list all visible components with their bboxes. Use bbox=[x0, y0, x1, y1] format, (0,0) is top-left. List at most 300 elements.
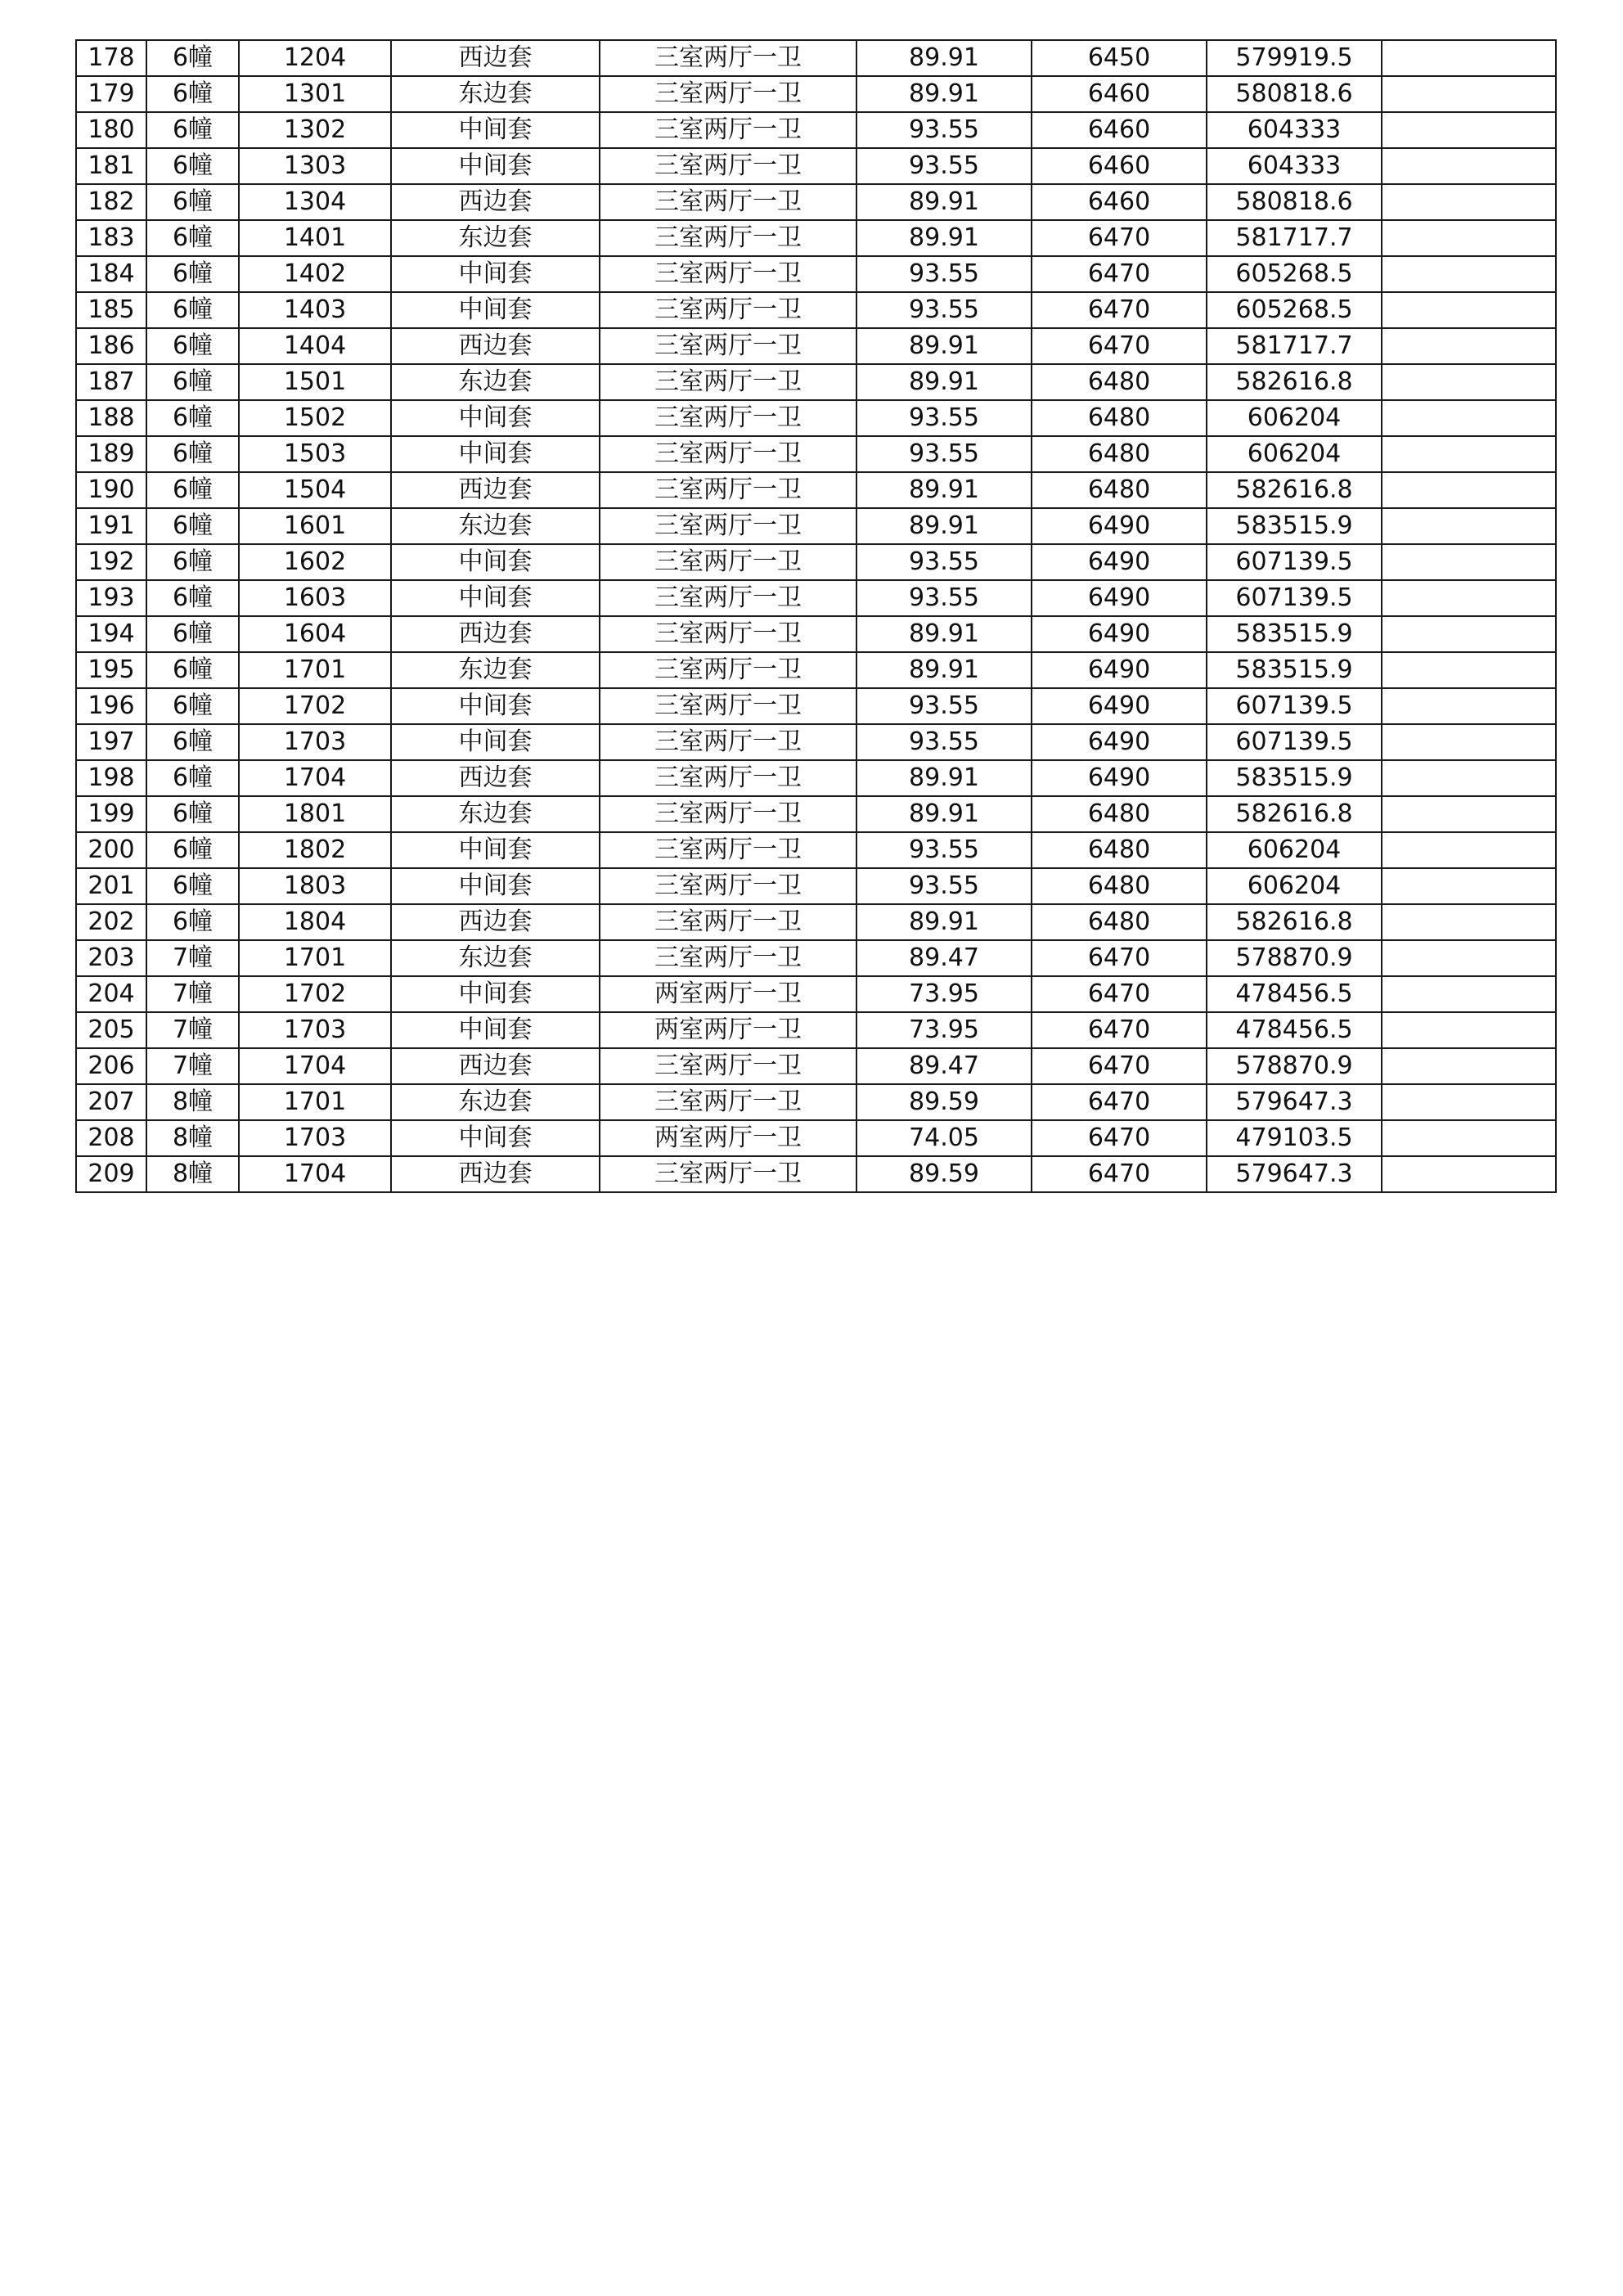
unit-number-cell: 1204 bbox=[239, 40, 391, 76]
row-number-cell: 182 bbox=[76, 184, 146, 220]
total-price-cell: 583515.9 bbox=[1207, 616, 1382, 652]
remark-cell bbox=[1382, 40, 1556, 76]
building-cell: 6幢 bbox=[146, 724, 239, 760]
table-row bbox=[76, 148, 1556, 184]
area-cell: 89.47 bbox=[856, 940, 1032, 976]
unit-number-cell: 1704 bbox=[239, 760, 391, 796]
unit-price-cell: 6480 bbox=[1032, 832, 1207, 868]
remark-cell bbox=[1382, 148, 1556, 184]
unit-price-cell: 6490 bbox=[1032, 544, 1207, 580]
area-cell: 93.55 bbox=[856, 868, 1032, 904]
remark-cell bbox=[1382, 616, 1556, 652]
total-price-cell: 579647.3 bbox=[1207, 1084, 1382, 1120]
unit-price-cell: 6470 bbox=[1032, 1048, 1207, 1084]
total-price-cell: 581717.7 bbox=[1207, 328, 1382, 364]
unit-price-cell: 6480 bbox=[1032, 472, 1207, 508]
unit-number-cell: 1701 bbox=[239, 940, 391, 976]
remark-cell bbox=[1382, 868, 1556, 904]
unit-number-cell: 1704 bbox=[239, 1156, 391, 1192]
row-number-cell: 191 bbox=[76, 508, 146, 544]
table-row bbox=[76, 472, 1556, 508]
total-price-cell: 583515.9 bbox=[1207, 760, 1382, 796]
unit-price-cell: 6460 bbox=[1032, 148, 1207, 184]
area-cell: 93.55 bbox=[856, 148, 1032, 184]
total-price-cell: 579647.3 bbox=[1207, 1156, 1382, 1192]
unit-position-cell: 西边套 bbox=[391, 904, 600, 940]
row-number-cell: 199 bbox=[76, 796, 146, 832]
layout-cell: 三室两厅一卫 bbox=[600, 904, 856, 940]
unit-number-cell: 1701 bbox=[239, 652, 391, 688]
building-cell: 7幢 bbox=[146, 976, 239, 1012]
table-row bbox=[76, 364, 1556, 400]
table-row bbox=[76, 1120, 1556, 1156]
unit-position-cell: 东边套 bbox=[391, 76, 600, 112]
row-number-cell: 187 bbox=[76, 364, 146, 400]
table-row bbox=[76, 580, 1556, 616]
area-cell: 93.55 bbox=[856, 256, 1032, 292]
unit-price-cell: 6480 bbox=[1032, 364, 1207, 400]
remark-cell bbox=[1382, 760, 1556, 796]
unit-position-cell: 中间套 bbox=[391, 688, 600, 724]
building-cell: 6幢 bbox=[146, 76, 239, 112]
layout-cell: 两室两厅一卫 bbox=[600, 976, 856, 1012]
unit-position-cell: 中间套 bbox=[391, 724, 600, 760]
unit-number-cell: 1404 bbox=[239, 328, 391, 364]
unit-position-cell: 西边套 bbox=[391, 184, 600, 220]
unit-number-cell: 1401 bbox=[239, 220, 391, 256]
unit-price-cell: 6470 bbox=[1032, 940, 1207, 976]
unit-position-cell: 东边套 bbox=[391, 652, 600, 688]
layout-cell: 三室两厅一卫 bbox=[600, 508, 856, 544]
area-cell: 89.91 bbox=[856, 76, 1032, 112]
area-cell: 89.59 bbox=[856, 1084, 1032, 1120]
table-row bbox=[76, 220, 1556, 256]
table-row bbox=[76, 1012, 1556, 1048]
building-cell: 8幢 bbox=[146, 1156, 239, 1192]
unit-price-cell: 6480 bbox=[1032, 796, 1207, 832]
remark-cell bbox=[1382, 1048, 1556, 1084]
area-cell: 89.59 bbox=[856, 1156, 1032, 1192]
area-cell: 93.55 bbox=[856, 724, 1032, 760]
building-cell: 6幢 bbox=[146, 904, 239, 940]
unit-position-cell: 东边套 bbox=[391, 220, 600, 256]
unit-position-cell: 中间套 bbox=[391, 976, 600, 1012]
area-cell: 89.91 bbox=[856, 760, 1032, 796]
unit-price-cell: 6490 bbox=[1032, 580, 1207, 616]
row-number-cell: 185 bbox=[76, 292, 146, 328]
layout-cell: 三室两厅一卫 bbox=[600, 832, 856, 868]
remark-cell bbox=[1382, 1156, 1556, 1192]
total-price-cell: 582616.8 bbox=[1207, 364, 1382, 400]
unit-price-cell: 6470 bbox=[1032, 328, 1207, 364]
area-cell: 89.91 bbox=[856, 220, 1032, 256]
remark-cell bbox=[1382, 904, 1556, 940]
layout-cell: 三室两厅一卫 bbox=[600, 292, 856, 328]
total-price-cell: 478456.5 bbox=[1207, 976, 1382, 1012]
unit-price-cell: 6490 bbox=[1032, 760, 1207, 796]
unit-price-cell: 6490 bbox=[1032, 724, 1207, 760]
unit-number-cell: 1801 bbox=[239, 796, 391, 832]
layout-cell: 三室两厅一卫 bbox=[600, 40, 856, 76]
unit-number-cell: 1402 bbox=[239, 256, 391, 292]
building-cell: 8幢 bbox=[146, 1084, 239, 1120]
layout-cell: 三室两厅一卫 bbox=[600, 868, 856, 904]
building-cell: 6幢 bbox=[146, 400, 239, 436]
total-price-cell: 607139.5 bbox=[1207, 544, 1382, 580]
building-cell: 6幢 bbox=[146, 220, 239, 256]
remark-cell bbox=[1382, 1012, 1556, 1048]
remark-cell bbox=[1382, 796, 1556, 832]
building-cell: 6幢 bbox=[146, 256, 239, 292]
table-row bbox=[76, 940, 1556, 976]
layout-cell: 三室两厅一卫 bbox=[600, 148, 856, 184]
unit-position-cell: 东边套 bbox=[391, 940, 600, 976]
unit-number-cell: 1702 bbox=[239, 976, 391, 1012]
total-price-cell: 582616.8 bbox=[1207, 904, 1382, 940]
table-row bbox=[76, 868, 1556, 904]
unit-number-cell: 1703 bbox=[239, 1120, 391, 1156]
area-cell: 89.91 bbox=[856, 40, 1032, 76]
table-row bbox=[76, 796, 1556, 832]
unit-position-cell: 西边套 bbox=[391, 1048, 600, 1084]
row-number-cell: 202 bbox=[76, 904, 146, 940]
row-number-cell: 192 bbox=[76, 544, 146, 580]
unit-number-cell: 1302 bbox=[239, 112, 391, 148]
unit-number-cell: 1604 bbox=[239, 616, 391, 652]
total-price-cell: 607139.5 bbox=[1207, 580, 1382, 616]
table-row bbox=[76, 904, 1556, 940]
total-price-cell: 583515.9 bbox=[1207, 508, 1382, 544]
row-number-cell: 200 bbox=[76, 832, 146, 868]
area-cell: 89.91 bbox=[856, 616, 1032, 652]
layout-cell: 两室两厅一卫 bbox=[600, 1120, 856, 1156]
area-cell: 93.55 bbox=[856, 292, 1032, 328]
total-price-cell: 582616.8 bbox=[1207, 796, 1382, 832]
layout-cell: 三室两厅一卫 bbox=[600, 256, 856, 292]
area-cell: 93.55 bbox=[856, 544, 1032, 580]
layout-cell: 三室两厅一卫 bbox=[600, 184, 856, 220]
table-row bbox=[76, 724, 1556, 760]
total-price-cell: 479103.5 bbox=[1207, 1120, 1382, 1156]
unit-number-cell: 1501 bbox=[239, 364, 391, 400]
unit-price-cell: 6470 bbox=[1032, 1012, 1207, 1048]
remark-cell bbox=[1382, 724, 1556, 760]
remark-cell bbox=[1382, 472, 1556, 508]
building-cell: 6幢 bbox=[146, 760, 239, 796]
unit-position-cell: 中间套 bbox=[391, 544, 600, 580]
unit-number-cell: 1503 bbox=[239, 436, 391, 472]
area-cell: 89.91 bbox=[856, 184, 1032, 220]
unit-number-cell: 1704 bbox=[239, 1048, 391, 1084]
table-row bbox=[76, 832, 1556, 868]
table-body bbox=[76, 40, 1556, 1192]
total-price-cell: 606204 bbox=[1207, 400, 1382, 436]
row-number-cell: 181 bbox=[76, 148, 146, 184]
unit-price-cell: 6450 bbox=[1032, 40, 1207, 76]
remark-cell bbox=[1382, 364, 1556, 400]
unit-position-cell: 中间套 bbox=[391, 1012, 600, 1048]
unit-number-cell: 1303 bbox=[239, 148, 391, 184]
remark-cell bbox=[1382, 976, 1556, 1012]
row-number-cell: 209 bbox=[76, 1156, 146, 1192]
layout-cell: 三室两厅一卫 bbox=[600, 112, 856, 148]
area-cell: 89.91 bbox=[856, 328, 1032, 364]
unit-number-cell: 1502 bbox=[239, 400, 391, 436]
unit-number-cell: 1802 bbox=[239, 832, 391, 868]
area-cell: 73.95 bbox=[856, 976, 1032, 1012]
table-row bbox=[76, 328, 1556, 364]
building-cell: 6幢 bbox=[146, 328, 239, 364]
remark-cell bbox=[1382, 220, 1556, 256]
building-cell: 6幢 bbox=[146, 868, 239, 904]
unit-number-cell: 1803 bbox=[239, 868, 391, 904]
total-price-cell: 604333 bbox=[1207, 148, 1382, 184]
unit-price-cell: 6480 bbox=[1032, 904, 1207, 940]
row-number-cell: 184 bbox=[76, 256, 146, 292]
unit-price-cell: 6480 bbox=[1032, 400, 1207, 436]
layout-cell: 三室两厅一卫 bbox=[600, 688, 856, 724]
unit-number-cell: 1403 bbox=[239, 292, 391, 328]
unit-position-cell: 中间套 bbox=[391, 400, 600, 436]
table-row bbox=[76, 652, 1556, 688]
total-price-cell: 478456.5 bbox=[1207, 1012, 1382, 1048]
table-row bbox=[76, 688, 1556, 724]
unit-price-cell: 6490 bbox=[1032, 508, 1207, 544]
row-number-cell: 189 bbox=[76, 436, 146, 472]
row-number-cell: 183 bbox=[76, 220, 146, 256]
unit-position-cell: 中间套 bbox=[391, 148, 600, 184]
layout-cell: 三室两厅一卫 bbox=[600, 652, 856, 688]
building-cell: 8幢 bbox=[146, 1120, 239, 1156]
area-cell: 89.91 bbox=[856, 472, 1032, 508]
remark-cell bbox=[1382, 1120, 1556, 1156]
table-row bbox=[76, 1084, 1556, 1120]
row-number-cell: 206 bbox=[76, 1048, 146, 1084]
layout-cell: 两室两厅一卫 bbox=[600, 1012, 856, 1048]
layout-cell: 三室两厅一卫 bbox=[600, 724, 856, 760]
unit-position-cell: 西边套 bbox=[391, 760, 600, 796]
area-cell: 89.91 bbox=[856, 508, 1032, 544]
unit-price-cell: 6490 bbox=[1032, 652, 1207, 688]
unit-price-cell: 6480 bbox=[1032, 868, 1207, 904]
total-price-cell: 578870.9 bbox=[1207, 1048, 1382, 1084]
row-number-cell: 198 bbox=[76, 760, 146, 796]
row-number-cell: 207 bbox=[76, 1084, 146, 1120]
unit-position-cell: 东边套 bbox=[391, 508, 600, 544]
layout-cell: 三室两厅一卫 bbox=[600, 616, 856, 652]
remark-cell bbox=[1382, 940, 1556, 976]
remark-cell bbox=[1382, 544, 1556, 580]
layout-cell: 三室两厅一卫 bbox=[600, 760, 856, 796]
layout-cell: 三室两厅一卫 bbox=[600, 1048, 856, 1084]
row-number-cell: 180 bbox=[76, 112, 146, 148]
table-row bbox=[76, 544, 1556, 580]
row-number-cell: 190 bbox=[76, 472, 146, 508]
unit-number-cell: 1703 bbox=[239, 724, 391, 760]
table-row bbox=[76, 400, 1556, 436]
total-price-cell: 581717.7 bbox=[1207, 220, 1382, 256]
remark-cell bbox=[1382, 652, 1556, 688]
remark-cell bbox=[1382, 688, 1556, 724]
area-cell: 73.95 bbox=[856, 1012, 1032, 1048]
row-number-cell: 188 bbox=[76, 400, 146, 436]
building-cell: 7幢 bbox=[146, 940, 239, 976]
unit-price-cell: 6490 bbox=[1032, 688, 1207, 724]
unit-position-cell: 中间套 bbox=[391, 1120, 600, 1156]
building-cell: 6幢 bbox=[146, 184, 239, 220]
layout-cell: 三室两厅一卫 bbox=[600, 400, 856, 436]
table-row bbox=[76, 184, 1556, 220]
total-price-cell: 580818.6 bbox=[1207, 76, 1382, 112]
area-cell: 89.91 bbox=[856, 364, 1032, 400]
table-row bbox=[76, 508, 1556, 544]
remark-cell bbox=[1382, 76, 1556, 112]
total-price-cell: 605268.5 bbox=[1207, 292, 1382, 328]
layout-cell: 三室两厅一卫 bbox=[600, 472, 856, 508]
unit-number-cell: 1601 bbox=[239, 508, 391, 544]
row-number-cell: 193 bbox=[76, 580, 146, 616]
row-number-cell: 178 bbox=[76, 40, 146, 76]
building-cell: 6幢 bbox=[146, 796, 239, 832]
layout-cell: 三室两厅一卫 bbox=[600, 1156, 856, 1192]
row-number-cell: 205 bbox=[76, 1012, 146, 1048]
row-number-cell: 194 bbox=[76, 616, 146, 652]
total-price-cell: 579919.5 bbox=[1207, 40, 1382, 76]
unit-price-cell: 6460 bbox=[1032, 184, 1207, 220]
remark-cell bbox=[1382, 436, 1556, 472]
building-cell: 6幢 bbox=[146, 364, 239, 400]
unit-price-cell: 6470 bbox=[1032, 1084, 1207, 1120]
unit-price-cell: 6470 bbox=[1032, 292, 1207, 328]
total-price-cell: 607139.5 bbox=[1207, 724, 1382, 760]
unit-position-cell: 东边套 bbox=[391, 364, 600, 400]
building-cell: 7幢 bbox=[146, 1048, 239, 1084]
remark-cell bbox=[1382, 292, 1556, 328]
unit-position-cell: 中间套 bbox=[391, 256, 600, 292]
table-row bbox=[76, 436, 1556, 472]
unit-price-cell: 6470 bbox=[1032, 1156, 1207, 1192]
unit-position-cell: 东边套 bbox=[391, 796, 600, 832]
row-number-cell: 186 bbox=[76, 328, 146, 364]
total-price-cell: 606204 bbox=[1207, 868, 1382, 904]
row-number-cell: 203 bbox=[76, 940, 146, 976]
total-price-cell: 583515.9 bbox=[1207, 652, 1382, 688]
remark-cell bbox=[1382, 328, 1556, 364]
building-cell: 6幢 bbox=[146, 544, 239, 580]
table-row bbox=[76, 1048, 1556, 1084]
row-number-cell: 197 bbox=[76, 724, 146, 760]
unit-number-cell: 1804 bbox=[239, 904, 391, 940]
area-cell: 74.05 bbox=[856, 1120, 1032, 1156]
unit-position-cell: 东边套 bbox=[391, 1084, 600, 1120]
unit-position-cell: 中间套 bbox=[391, 832, 600, 868]
row-number-cell: 195 bbox=[76, 652, 146, 688]
area-cell: 89.91 bbox=[856, 652, 1032, 688]
area-cell: 93.55 bbox=[856, 580, 1032, 616]
building-cell: 6幢 bbox=[146, 652, 239, 688]
layout-cell: 三室两厅一卫 bbox=[600, 364, 856, 400]
row-number-cell: 208 bbox=[76, 1120, 146, 1156]
table-row bbox=[76, 76, 1556, 112]
remark-cell bbox=[1382, 1084, 1556, 1120]
area-cell: 93.55 bbox=[856, 112, 1032, 148]
remark-cell bbox=[1382, 112, 1556, 148]
row-number-cell: 201 bbox=[76, 868, 146, 904]
unit-number-cell: 1603 bbox=[239, 580, 391, 616]
table-row bbox=[76, 292, 1556, 328]
building-cell: 6幢 bbox=[146, 472, 239, 508]
layout-cell: 三室两厅一卫 bbox=[600, 940, 856, 976]
building-cell: 7幢 bbox=[146, 1012, 239, 1048]
area-cell: 89.91 bbox=[856, 796, 1032, 832]
unit-number-cell: 1602 bbox=[239, 544, 391, 580]
area-cell: 89.47 bbox=[856, 1048, 1032, 1084]
unit-number-cell: 1504 bbox=[239, 472, 391, 508]
unit-price-cell: 6470 bbox=[1032, 256, 1207, 292]
unit-number-cell: 1701 bbox=[239, 1084, 391, 1120]
building-cell: 6幢 bbox=[146, 40, 239, 76]
total-price-cell: 580818.6 bbox=[1207, 184, 1382, 220]
remark-cell bbox=[1382, 580, 1556, 616]
remark-cell bbox=[1382, 508, 1556, 544]
area-cell: 93.55 bbox=[856, 688, 1032, 724]
layout-cell: 三室两厅一卫 bbox=[600, 580, 856, 616]
row-number-cell: 179 bbox=[76, 76, 146, 112]
row-number-cell: 196 bbox=[76, 688, 146, 724]
unit-price-cell: 6460 bbox=[1032, 112, 1207, 148]
unit-price-cell: 6460 bbox=[1032, 76, 1207, 112]
unit-price-cell: 6470 bbox=[1032, 1120, 1207, 1156]
unit-position-cell: 西边套 bbox=[391, 616, 600, 652]
unit-position-cell: 中间套 bbox=[391, 868, 600, 904]
building-cell: 6幢 bbox=[146, 832, 239, 868]
remark-cell bbox=[1382, 832, 1556, 868]
total-price-cell: 578870.9 bbox=[1207, 940, 1382, 976]
building-cell: 6幢 bbox=[146, 508, 239, 544]
building-cell: 6幢 bbox=[146, 112, 239, 148]
layout-cell: 三室两厅一卫 bbox=[600, 544, 856, 580]
unit-position-cell: 中间套 bbox=[391, 580, 600, 616]
remark-cell bbox=[1382, 400, 1556, 436]
layout-cell: 三室两厅一卫 bbox=[600, 220, 856, 256]
layout-cell: 三室两厅一卫 bbox=[600, 76, 856, 112]
table-row bbox=[76, 760, 1556, 796]
area-cell: 93.55 bbox=[856, 832, 1032, 868]
area-cell: 89.91 bbox=[856, 904, 1032, 940]
layout-cell: 三室两厅一卫 bbox=[600, 436, 856, 472]
total-price-cell: 605268.5 bbox=[1207, 256, 1382, 292]
unit-position-cell: 西边套 bbox=[391, 40, 600, 76]
unit-price-cell: 6470 bbox=[1032, 220, 1207, 256]
table-row bbox=[76, 1156, 1556, 1192]
table-row bbox=[76, 256, 1556, 292]
unit-position-cell: 西边套 bbox=[391, 328, 600, 364]
total-price-cell: 582616.8 bbox=[1207, 472, 1382, 508]
unit-position-cell: 西边套 bbox=[391, 472, 600, 508]
total-price-cell: 604333 bbox=[1207, 112, 1382, 148]
building-cell: 6幢 bbox=[146, 580, 239, 616]
unit-position-cell: 中间套 bbox=[391, 112, 600, 148]
area-cell: 93.55 bbox=[856, 436, 1032, 472]
total-price-cell: 606204 bbox=[1207, 832, 1382, 868]
layout-cell: 三室两厅一卫 bbox=[600, 328, 856, 364]
table-row bbox=[76, 616, 1556, 652]
total-price-cell: 606204 bbox=[1207, 436, 1382, 472]
building-cell: 6幢 bbox=[146, 616, 239, 652]
building-cell: 6幢 bbox=[146, 688, 239, 724]
unit-position-cell: 中间套 bbox=[391, 292, 600, 328]
table-row bbox=[76, 976, 1556, 1012]
